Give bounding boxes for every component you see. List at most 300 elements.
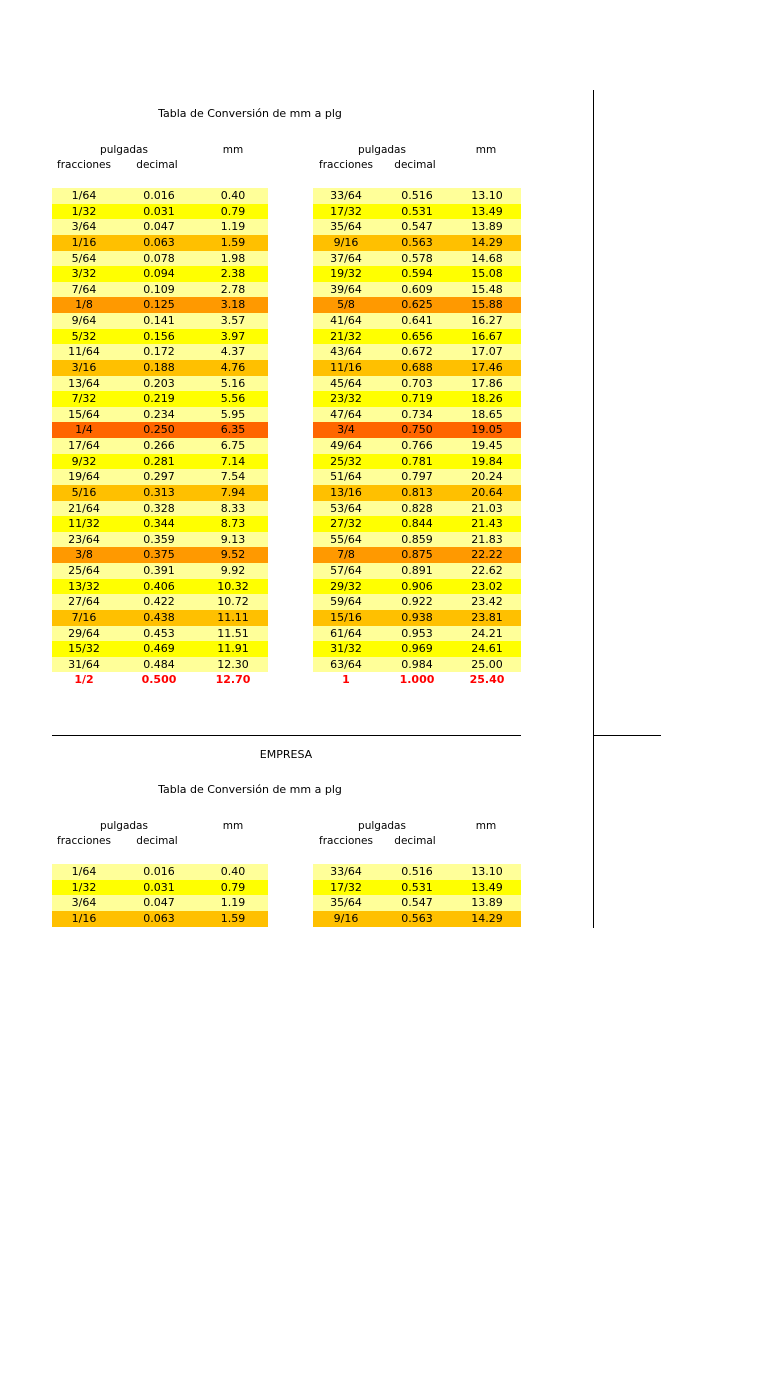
mm-cell: 10.32 — [217, 579, 249, 593]
mm-cell: 25.40 — [469, 673, 505, 687]
mm-cell: 14.29 — [471, 235, 503, 249]
conversion-table-left — [52, 864, 268, 927]
table-row — [52, 313, 268, 329]
pulgadas-header: pulgadas — [100, 820, 148, 832]
fraction-cell: 5/64 — [71, 251, 97, 265]
table-row — [52, 188, 268, 204]
decimal-cell: 0.641 — [401, 314, 433, 327]
decimal-cell: 0.703 — [401, 376, 433, 390]
mm-cell: 7.94 — [220, 485, 246, 499]
table-row — [313, 547, 521, 563]
decimal-cell: 0.266 — [143, 439, 175, 452]
decimal-cell: 0.484 — [143, 657, 175, 671]
fraction-cell: 49/64 — [330, 439, 362, 452]
decimal-cell: 0.031 — [143, 880, 175, 894]
fraction-cell: 39/64 — [330, 282, 362, 296]
table-row — [52, 454, 268, 470]
fraction-cell: 21/32 — [330, 329, 362, 343]
pulgadas-header: pulgadas — [358, 820, 406, 832]
table-row — [313, 360, 521, 376]
decimal-cell: 0.531 — [401, 204, 433, 218]
fraction-cell: 7/32 — [71, 392, 97, 406]
table-row — [52, 204, 268, 220]
mm-cell: 4.37 — [220, 345, 246, 359]
fraction-cell: 51/64 — [330, 470, 362, 484]
table-row — [52, 911, 268, 927]
fraction-cell: 11/64 — [68, 345, 100, 359]
fraction-cell: 9/32 — [71, 454, 97, 468]
mm-cell: 15.48 — [471, 282, 503, 296]
fraction-cell: 27/32 — [330, 517, 362, 531]
mm-cell: 23.42 — [471, 595, 503, 609]
mm-cell: 21.43 — [471, 517, 503, 531]
table-row — [52, 657, 268, 673]
fraction-cell: 63/64 — [330, 657, 362, 671]
fraction-cell: 59/64 — [330, 595, 362, 609]
fracciones-header: fracciones — [57, 835, 111, 847]
fraction-cell: 1/4 — [75, 423, 93, 437]
fraction-cell: 21/64 — [68, 501, 100, 515]
decimal-cell: 0.609 — [401, 282, 433, 296]
table-row — [52, 266, 268, 282]
table-row — [313, 282, 521, 298]
decimal-cell: 0.719 — [401, 392, 433, 406]
decimal-cell: 0.281 — [143, 454, 175, 468]
table-row — [313, 657, 521, 673]
decimal-cell: 0.047 — [143, 220, 175, 234]
mm-cell: 11.51 — [217, 626, 249, 640]
fraction-cell: 41/64 — [330, 314, 362, 327]
fracciones-header: fracciones — [57, 159, 111, 171]
table-row — [313, 895, 521, 911]
table-row — [52, 469, 268, 485]
decimal-cell: 0.953 — [401, 626, 433, 640]
table-row — [313, 563, 521, 579]
mm-cell: 20.24 — [471, 470, 503, 484]
fraction-cell: 35/64 — [330, 896, 362, 910]
mm-cell: 24.21 — [471, 626, 503, 640]
fraction-cell: 9/16 — [333, 235, 359, 249]
table-row — [52, 501, 268, 517]
mm-cell: 5.95 — [220, 407, 246, 421]
fraction-cell: 5/8 — [337, 298, 355, 312]
decimal-header: decimal — [136, 159, 178, 171]
decimal-cell: 0.109 — [143, 282, 175, 296]
decimal-cell: 0.234 — [143, 407, 175, 421]
fraction-cell: 35/64 — [330, 220, 362, 234]
conversion-table-right — [313, 864, 521, 927]
fraction-cell: 1/8 — [75, 298, 93, 312]
fraction-cell: 33/64 — [330, 865, 362, 878]
mm-cell: 17.86 — [471, 376, 503, 390]
decimal-cell: 0.016 — [143, 865, 175, 878]
table-row — [52, 610, 268, 626]
fraction-cell: 7/8 — [337, 548, 355, 562]
mm-cell: 15.88 — [471, 298, 503, 312]
table-title: Tabla de Conversión de mm a plg — [158, 107, 342, 120]
table-row — [313, 454, 521, 470]
decimal-cell: 0.797 — [401, 470, 433, 484]
decimal-cell: 0.219 — [143, 392, 175, 406]
table-row — [313, 610, 521, 626]
table-row — [52, 297, 268, 313]
mm-cell: 6.75 — [220, 439, 246, 452]
mm-cell: 18.26 — [471, 392, 503, 406]
fraction-cell: 43/64 — [330, 345, 362, 359]
table-row — [313, 376, 521, 392]
fraction-cell: 5/16 — [71, 485, 97, 499]
decimal-cell: 0.781 — [401, 454, 433, 468]
decimal-cell: 0.453 — [143, 626, 175, 640]
fraction-cell: 19/32 — [330, 267, 362, 281]
decimal-cell: 0.172 — [143, 345, 175, 359]
fraction-cell: 17/32 — [330, 204, 362, 218]
table-row — [313, 641, 521, 657]
fraction-cell: 45/64 — [330, 376, 362, 390]
mm-cell: 22.22 — [471, 548, 503, 562]
table-row — [52, 282, 268, 298]
decimal-cell: 0.734 — [401, 407, 433, 421]
table-row — [52, 344, 268, 360]
mm-cell: 23.81 — [471, 610, 503, 624]
mm-header: mm — [475, 144, 497, 156]
mm-cell: 3.18 — [220, 298, 246, 312]
table-row — [313, 235, 521, 251]
table-row — [52, 407, 268, 423]
table-row — [52, 641, 268, 657]
decimal-cell: 0.438 — [143, 610, 175, 624]
mm-cell: 7.54 — [220, 470, 246, 484]
decimal-cell: 0.813 — [401, 485, 433, 499]
mm-cell: 13.89 — [471, 220, 503, 234]
mm-cell: 24.61 — [471, 642, 503, 656]
mm-cell: 11.91 — [217, 642, 249, 656]
decimal-cell: 0.984 — [401, 657, 433, 671]
table-row — [52, 594, 268, 610]
mm-cell: 2.38 — [220, 267, 246, 281]
decimal-cell: 0.125 — [143, 298, 175, 312]
fraction-cell: 13/16 — [330, 485, 362, 499]
fraction-cell: 1/64 — [71, 189, 97, 202]
fraction-cell: 1 — [342, 673, 350, 687]
table-row — [313, 313, 521, 329]
decimal-cell: 0.875 — [401, 548, 433, 562]
decimal-cell: 0.828 — [401, 501, 433, 515]
decimal-cell: 0.469 — [143, 642, 175, 656]
table-row — [313, 485, 521, 501]
decimal-header: decimal — [394, 835, 436, 847]
table-row — [313, 880, 521, 896]
fraction-cell: 11/32 — [68, 517, 100, 531]
decimal-cell: 0.094 — [143, 267, 175, 281]
decimal-cell: 0.203 — [143, 376, 175, 390]
table-row — [52, 251, 268, 267]
table-row — [313, 422, 521, 438]
decimal-cell: 0.406 — [143, 579, 175, 593]
table-row — [313, 329, 521, 345]
table-row — [313, 438, 521, 454]
pulgadas-header: pulgadas — [358, 144, 406, 156]
fraction-cell: 3/16 — [71, 360, 97, 374]
table-row — [313, 204, 521, 220]
table-row — [52, 422, 268, 438]
decimal-cell: 0.328 — [143, 501, 175, 515]
mm-cell: 13.10 — [471, 189, 503, 202]
decimal-cell: 0.922 — [401, 595, 433, 609]
fraction-cell: 55/64 — [330, 532, 362, 546]
table-row — [52, 880, 268, 896]
decimal-cell: 0.359 — [143, 532, 175, 546]
decimal-cell: 0.938 — [401, 610, 433, 624]
mm-cell: 21.03 — [471, 501, 503, 515]
mm-cell: 16.67 — [471, 329, 503, 343]
fraction-cell: 1/32 — [71, 880, 97, 894]
mm-cell: 11.11 — [217, 610, 249, 624]
mm-cell: 13.89 — [471, 896, 503, 910]
table-row — [52, 360, 268, 376]
decimal-cell: 0.516 — [401, 865, 433, 878]
decimal-cell: 0.063 — [143, 235, 175, 249]
decimal-cell: 0.078 — [143, 251, 175, 265]
fracciones-header: fracciones — [319, 835, 373, 847]
fraction-cell: 37/64 — [330, 251, 362, 265]
mm-cell: 13.10 — [471, 865, 503, 878]
conversion-section-bottom — [0, 676, 768, 1376]
decimal-header: decimal — [136, 835, 178, 847]
mm-cell: 10.72 — [217, 595, 249, 609]
fraction-cell: 31/64 — [68, 657, 100, 671]
table-row — [52, 438, 268, 454]
table-row — [313, 911, 521, 927]
fraction-cell: 25/32 — [330, 454, 362, 468]
conversion-table-left — [52, 188, 268, 688]
mm-cell: 15.08 — [471, 267, 503, 281]
mm-header: mm — [475, 820, 497, 832]
fraction-cell: 9/16 — [333, 911, 359, 925]
table-row — [313, 594, 521, 610]
fraction-cell: 27/64 — [68, 595, 100, 609]
decimal-cell: 0.188 — [143, 360, 175, 374]
mm-cell: 1.98 — [220, 251, 246, 265]
mm-cell: 3.97 — [220, 329, 246, 343]
table-row — [313, 251, 521, 267]
decimal-cell: 0.672 — [401, 345, 433, 359]
company-name: EMPRESA — [259, 748, 313, 761]
decimal-cell: 0.391 — [143, 564, 175, 577]
decimal-cell: 0.563 — [401, 235, 433, 249]
decimal-cell: 0.375 — [143, 548, 175, 562]
fraction-cell: 13/32 — [68, 579, 100, 593]
table-row — [313, 344, 521, 360]
fraction-cell: 7/64 — [71, 282, 97, 296]
fraction-cell: 3/64 — [71, 220, 97, 234]
table-row — [313, 297, 521, 313]
conversion-table-right — [313, 188, 521, 688]
mm-cell: 1.19 — [220, 896, 246, 910]
decimal-cell: 0.313 — [143, 485, 175, 499]
decimal-cell: 0.688 — [401, 360, 433, 374]
mm-cell: 17.46 — [471, 360, 503, 374]
fraction-cell: 61/64 — [330, 626, 362, 640]
fraction-cell: 31/32 — [330, 642, 362, 656]
mm-cell: 13.49 — [471, 204, 503, 218]
decimal-cell: 0.625 — [401, 298, 433, 312]
mm-cell: 20.64 — [471, 485, 503, 499]
fraction-cell: 15/64 — [68, 407, 100, 421]
mm-cell: 0.40 — [220, 189, 246, 202]
fraction-cell: 1/2 — [74, 673, 94, 687]
fraction-cell: 13/64 — [68, 376, 100, 390]
mm-cell: 5.56 — [220, 392, 246, 406]
table-row — [313, 188, 521, 204]
mm-cell: 12.30 — [217, 657, 249, 671]
table-row — [313, 501, 521, 517]
table-title: Tabla de Conversión de mm a plg — [158, 783, 342, 796]
mm-cell: 21.83 — [471, 532, 503, 546]
table-row — [52, 485, 268, 501]
decimal-cell: 0.906 — [401, 579, 433, 593]
table-row — [313, 516, 521, 532]
mm-cell: 12.70 — [215, 673, 251, 687]
table-row — [313, 579, 521, 595]
mm-cell: 17.07 — [471, 345, 503, 359]
fraction-cell: 7/16 — [71, 610, 97, 624]
decimal-cell: 0.422 — [143, 595, 175, 609]
fraction-cell: 15/32 — [68, 642, 100, 656]
table-row — [313, 219, 521, 235]
table-row — [52, 376, 268, 392]
table-row — [52, 532, 268, 548]
table-row — [52, 547, 268, 563]
decimal-cell: 0.578 — [401, 251, 433, 265]
mm-cell: 19.84 — [471, 454, 503, 468]
mm-cell: 8.33 — [220, 501, 246, 515]
decimal-cell: 0.859 — [401, 532, 433, 546]
mm-cell: 22.62 — [471, 564, 503, 577]
table-row — [313, 407, 521, 423]
mm-cell: 0.79 — [220, 880, 246, 894]
decimal-cell: 0.063 — [143, 911, 175, 925]
mm-cell: 0.79 — [220, 204, 246, 218]
table-row — [52, 391, 268, 407]
decimal-cell: 0.031 — [143, 204, 175, 218]
decimal-cell: 0.141 — [143, 314, 175, 327]
fraction-cell: 29/64 — [68, 626, 100, 640]
decimal-cell: 0.766 — [401, 439, 433, 452]
mm-cell: 18.65 — [471, 407, 503, 421]
decimal-cell: 0.297 — [143, 470, 175, 484]
decimal-cell: 0.547 — [401, 220, 433, 234]
fraction-cell: 17/64 — [68, 439, 100, 452]
fracciones-header: fracciones — [319, 159, 373, 171]
fraction-cell: 57/64 — [330, 564, 362, 577]
mm-cell: 1.19 — [220, 220, 246, 234]
table-row — [52, 579, 268, 595]
table-row — [313, 391, 521, 407]
fraction-cell: 1/16 — [71, 235, 97, 249]
decimal-cell: 0.531 — [401, 880, 433, 894]
fraction-cell: 53/64 — [330, 501, 362, 515]
fraction-cell: 1/64 — [71, 865, 97, 878]
pulgadas-header: pulgadas — [100, 144, 148, 156]
table-row — [313, 266, 521, 282]
mm-cell: 9.92 — [220, 564, 246, 577]
table-row — [52, 864, 268, 880]
mm-cell: 14.29 — [471, 911, 503, 925]
mm-cell: 4.76 — [220, 360, 246, 374]
table-row — [52, 895, 268, 911]
decimal-cell: 0.250 — [143, 423, 175, 437]
fraction-cell: 23/64 — [68, 532, 100, 546]
fraction-cell: 15/16 — [330, 610, 362, 624]
mm-cell: 5.16 — [220, 376, 246, 390]
mm-cell: 19.05 — [471, 423, 503, 437]
fraction-cell: 25/64 — [68, 564, 100, 577]
decimal-cell: 0.594 — [401, 267, 433, 281]
fraction-cell: 3/8 — [75, 548, 93, 562]
table-row — [52, 235, 268, 251]
table-row — [52, 516, 268, 532]
mm-cell: 9.52 — [220, 548, 246, 562]
fraction-cell: 1/16 — [71, 911, 97, 925]
mm-cell: 1.59 — [220, 911, 246, 925]
table-row — [52, 563, 268, 579]
fraction-cell: 19/64 — [68, 470, 100, 484]
mm-cell: 16.27 — [471, 314, 503, 327]
decimal-cell: 0.844 — [401, 517, 433, 531]
mm-cell: 1.59 — [220, 235, 246, 249]
fraction-cell: 47/64 — [330, 407, 362, 421]
table-row — [52, 329, 268, 345]
mm-cell: 23.02 — [471, 579, 503, 593]
fraction-cell: 11/16 — [330, 360, 362, 374]
decimal-cell: 0.969 — [401, 642, 433, 656]
fraction-cell: 3/4 — [337, 423, 355, 437]
mm-cell: 0.40 — [220, 865, 246, 878]
decimal-cell: 0.516 — [401, 189, 433, 202]
mm-cell: 7.14 — [220, 454, 246, 468]
table-row — [52, 626, 268, 642]
fraction-cell: 5/32 — [71, 329, 97, 343]
fraction-cell: 3/32 — [71, 267, 97, 281]
mm-cell: 13.49 — [471, 880, 503, 894]
table-row — [313, 532, 521, 548]
mm-cell: 6.35 — [220, 423, 246, 437]
mm-cell: 8.73 — [220, 517, 246, 531]
mm-header: mm — [222, 144, 244, 156]
decimal-cell: 0.500 — [141, 673, 177, 687]
decimal-cell: 0.891 — [401, 564, 433, 577]
decimal-cell: 0.016 — [143, 189, 175, 202]
table-row — [313, 864, 521, 880]
fraction-cell: 23/32 — [330, 392, 362, 406]
mm-cell: 2.78 — [220, 282, 246, 296]
table-row — [52, 219, 268, 235]
fraction-cell: 9/64 — [71, 314, 97, 327]
decimal-cell: 0.047 — [143, 896, 175, 910]
decimal-cell: 0.656 — [401, 329, 433, 343]
fraction-cell: 17/32 — [330, 880, 362, 894]
fraction-cell: 3/64 — [71, 896, 97, 910]
decimal-cell: 0.344 — [143, 517, 175, 531]
fraction-cell: 1/32 — [71, 204, 97, 218]
decimal-cell: 1.000 — [399, 673, 435, 687]
decimal-cell: 0.156 — [143, 329, 175, 343]
table-row — [313, 626, 521, 642]
decimal-header: decimal — [394, 159, 436, 171]
table-row — [313, 469, 521, 485]
decimal-cell: 0.750 — [401, 423, 433, 437]
